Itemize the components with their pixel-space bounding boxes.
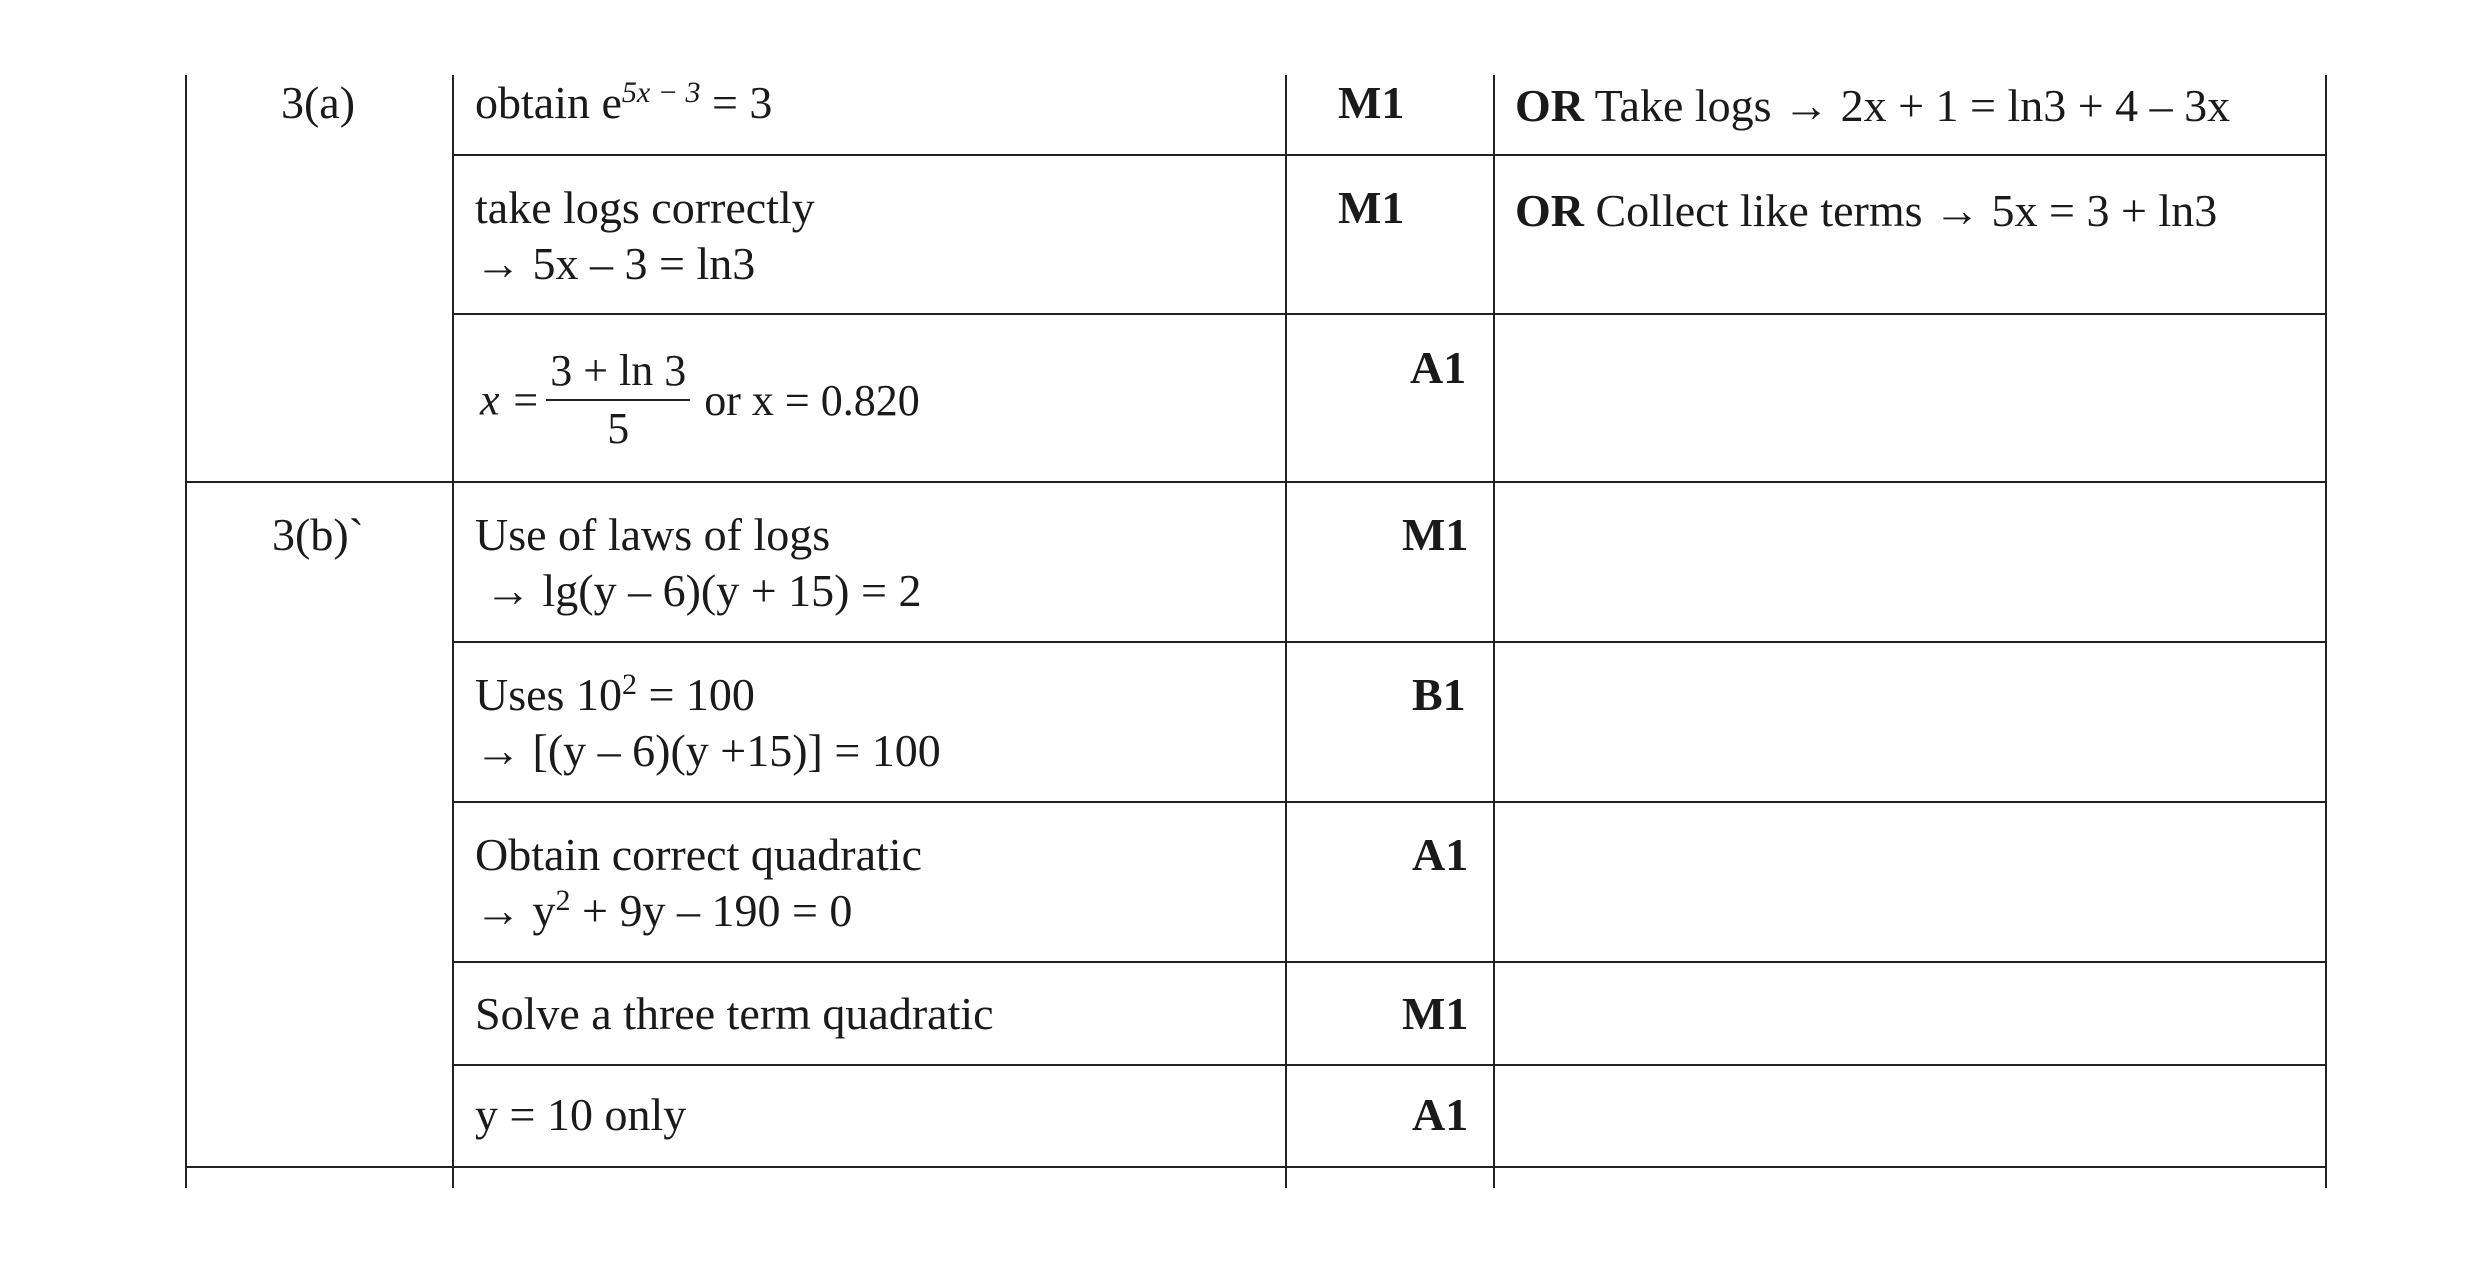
answer-text: Uses 10 (475, 669, 622, 720)
row-divider (452, 961, 2327, 963)
answer-line: Use of laws of logs (475, 509, 831, 560)
answer-line (475, 883, 852, 939)
answer-line (475, 75, 772, 131)
answer-line: → 5x – 3 = ln3 (475, 238, 756, 289)
question-number: 3(b)` (272, 509, 364, 560)
answer-text: → y (475, 885, 556, 936)
col-divider-answer (452, 75, 454, 1188)
row-divider (185, 481, 2327, 483)
exponent: 2 (621, 668, 637, 701)
answer-line: Obtain correct quadratic (475, 829, 922, 880)
question-number: 3(a) (280, 77, 356, 128)
answer-line: take logs correctly (475, 182, 815, 233)
answer-line (475, 667, 755, 723)
exponent: 2 (555, 884, 571, 917)
note-keyword: OR (1515, 185, 1584, 236)
mark-code: M1 (1338, 182, 1405, 233)
answer-text: = 3 (700, 77, 773, 128)
mark-code: M1 (1402, 988, 1469, 1039)
answer-text: = 100 (636, 669, 755, 720)
answer-line: Solve a three term quadratic (475, 988, 994, 1039)
row-divider (452, 641, 2327, 643)
answer-line: y = 10 only (475, 1089, 687, 1140)
answer-line: → [(y – 6)(y +15)] = 100 (475, 725, 941, 776)
fraction-denominator: 5 (607, 404, 630, 453)
answer-text: obtain e (475, 77, 622, 128)
mark-code: M1 (1338, 77, 1405, 128)
mark-code: A1 (1412, 1089, 1469, 1140)
table-border-left (185, 75, 187, 1188)
fraction (546, 343, 690, 457)
alternative-note (1515, 78, 2230, 134)
table-border-right (2325, 75, 2327, 1188)
note-text: Collect like terms → 5x = 3 + ln3 (1584, 185, 2218, 236)
row-divider (452, 154, 2327, 156)
answer-text: + 9y – 190 = 0 (570, 885, 853, 936)
mark-code: A1 (1412, 829, 1469, 880)
row-divider (452, 801, 2327, 803)
row-divider (452, 1064, 2327, 1066)
mark-code: M1 (1402, 509, 1469, 560)
alternative-note (1515, 183, 2217, 239)
col-divider-mark (1285, 75, 1287, 1188)
exponent: 5x − 3 (621, 76, 701, 109)
answer-fraction-line (480, 343, 920, 457)
answer-text: or x = 0.820 (704, 375, 920, 425)
note-text: Take logs → 2x + 1 = ln3 + 4 – 3x (1584, 80, 2231, 131)
answer-text: x = (480, 375, 541, 425)
row-divider (185, 1166, 2327, 1168)
row-divider (452, 313, 2327, 315)
fraction-numerator: 3 + ln 3 (546, 343, 690, 401)
answer-line: → lg(y – 6)(y + 15) = 2 (485, 565, 922, 616)
mark-code: B1 (1412, 669, 1466, 720)
note-keyword: OR (1515, 80, 1584, 131)
mark-code: A1 (1410, 342, 1467, 393)
